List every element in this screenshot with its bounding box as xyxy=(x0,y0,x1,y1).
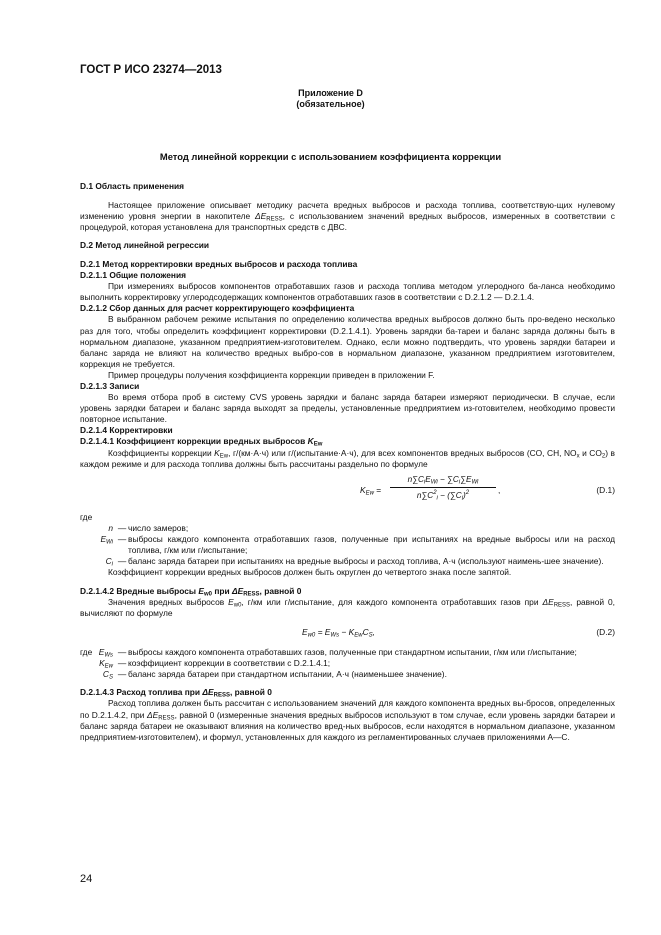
def-text: выбросы каждого компонента отработавших газов, полученные при испытаниях на вредные выбросы или на расход топлива, г/км или г/испытание; xyxy=(128,533,615,556)
def-symbol: $E_{Wi}$ xyxy=(100,533,113,546)
section-heading: D.2.1.4.2 Вредные выбросы $E_{w0}$ при $\Delta E_{RESS}$, равной 0 xyxy=(80,585,302,598)
formula-d2 xyxy=(80,627,615,643)
def-symbol: $C_S$ xyxy=(102,668,113,681)
document-title: Метод линейной коррекции с использованием коэффициента коррекции xyxy=(159,151,502,162)
where-label: где $E_{Ws}$ xyxy=(80,646,113,659)
formula-d1: $K_{Ew}$ = $n\sum C_iE_{Wi} - \sum C_i\sum E_{Wi}$ $n\sum C^2_i - (\sum C_i)^2$ , (D.1) xyxy=(360,474,615,502)
paragraph: В выбранном рабочем режиме испытания по определению количества вредных выбросов должно быть про-ведено несколько раз для того, чтобы определить коэффициент корректировки (D.2.1.4.1). Уровень зарядки ба-тареи и баланс заряда должны быть в нормальном диапазоне, указанном предприятием-изготовителем. Однако, если можно подтвердить, что уровень зарядки батареи и баланс заряда не влияют на количество вредных выбро-сов в нормальном диапазоне, указанном предприятием изготовителем, коррекция не требуется. xyxy=(80,314,615,369)
def-symbol: $C_i$ xyxy=(105,556,113,568)
equation-number: (D.1) xyxy=(596,484,615,495)
annex-title: Приложение D xyxy=(298,88,363,98)
section-heading: D.2.1.3 Записи xyxy=(80,381,140,391)
definitions-list: где n — число замеров; $E_{Wi}$ — выбросы каждого компонента отработавших газов, полученные при испытаниях на вредные выбросы или на расход топлива, г/км или г/испытание; $C_i$ — баланс заряда батареи при испытаниях на вредные выбросы и расход топлива, А·ч (используют наимень-шее значение). xyxy=(80,511,615,568)
def-text: коэффициент коррекции в соответствии с D.2.1.4.1; xyxy=(128,657,331,668)
definitions-list: где $E_{Ws}$ — выбросы каждого компонента отработавших газов, полученные при стандартном испытании, г/км или г/испытание; $K_{Ew}$ — коэффициент коррекции в соответствии с D.2.1.4.1; $C_S$ — баланс заряда батареи при стандартном испытании, А·ч (наименьшее значение). xyxy=(80,647,615,680)
def-text: баланс заряда батареи при стандартном испытании, А·ч (наименьшее значение). xyxy=(128,668,447,679)
paragraph: При измерениях выбросов компонентов отработавших газов и расхода топлива методом углеродного ба-ланса необходимо выполнить корректировку углеродсодержащих компонентов отработавших газов в соответствии с D.2.1.2 — D.2.1.4. xyxy=(80,281,615,303)
where-label: где xyxy=(80,511,93,522)
def-text: число замеров; xyxy=(128,522,189,533)
section-heading: D.2.1.1 Общие положения xyxy=(80,270,186,281)
fraction-numerator: $n\sum C_iE_{Wi} - \sum C_i\sum E_{Wi}$ xyxy=(390,474,496,488)
paragraph: Коэффициент коррекции вредных выбросов должен быть округлен до четвертого знака после запятой. xyxy=(108,567,512,578)
document-header: ГОСТ Р ИСО 23274—2013 xyxy=(80,64,222,76)
annex-status: (обязательное) xyxy=(296,99,365,109)
section-heading: D.2.1.4.1 Коэффициент коррекции вредных выбросов $K_{Ew}$ xyxy=(80,436,323,448)
section-heading: D.2.1.4.3 Расход топлива при $\Delta E_{RESS}$, равной 0 xyxy=(80,687,272,699)
def-symbol: n xyxy=(108,522,113,533)
section-heading: D.2 Метод линейной регрессии xyxy=(80,240,210,251)
paragraph: Во время отбора проб в систему CVS уровень зарядки и баланс заряда батареи измеряют периодически. В случае, если уровень зарядки батареи и баланс заряда выходят за пределы, установленные предприятием из-готовителем, необходимо провести повторное испытание. xyxy=(80,392,615,425)
section-heading: D.2.1 Метод корректировки вредных выбросов и расхода топлива xyxy=(80,258,358,269)
fraction-denominator: $n\sum C^2_i - (\sum C_i)^2$ xyxy=(416,489,470,502)
section-heading: D.1 Область применения xyxy=(80,181,185,191)
formula-fraction xyxy=(390,474,496,501)
formula-lhs: $K_{Ew}$ = xyxy=(360,484,382,497)
def-text: выбросы каждого компонента отработавших газов, полученные при стандартном испытании, г/км или г/испытание; xyxy=(128,646,577,657)
document-body xyxy=(80,181,615,743)
paragraph: Значения вредных выбросов $E_{w0}$, г/км или г/испытание, для каждого компонента отработавших газов при $\Delta E_{RESS}$, равной 0, вычисляют по формуле xyxy=(80,596,615,618)
section-heading: D.2.1.4 Корректировки xyxy=(80,425,173,436)
paragraph: Пример процедуры получения коэффициента коррекции приведен в приложении F. xyxy=(108,369,435,380)
formula-body: $E_{w0} = E_{Ws} - K_{Ew}C_S$, xyxy=(302,626,375,639)
paragraph: Коэффициенты коррекции $K_{Ew}$, г/(км·А·ч) или г/(испытание·А·ч), для всех компонентов вредных выбросов (CO, CH, $NO_x$ и $CO_2$) в каждом режиме и для расхода топлива должны быть рассчитаны раздельно по формуле xyxy=(80,447,615,469)
def-symbol: $K_{Ew}$ xyxy=(99,657,113,670)
def-text: баланс заряда батареи при испытаниях на вредные выбросы и расход топлива, А·ч (используют наимень-шее значение). xyxy=(128,556,604,567)
section-heading: D.2.1.2 Сбор данных для расчет корректирующего коэффициента xyxy=(80,303,355,314)
paragraph: Расход топлива должен быть рассчитан с использованием значений для каждого компонента вредных вы-бросов, определенных по D.2.1.4.2, при $\Delta E_{RESS}$, равной 0 (измеренные значения вредных выбросов используют в том случае, если уровень зарядки батареи и баланс заряда батареи не оказывают влияния на количество вред-ных выбросов, если находятся в нормальном диапазоне, указанном предприятием-изготовителем), и формул, установленных для каждого из регламентированных случаев приложениями А—С. xyxy=(80,698,616,742)
page-number: 24 xyxy=(80,873,93,885)
paragraph: Настоящее приложение описывает методику расчета вредных выбросов и расхода топлива, соответствую-щих нулевому изменению уровня энергии в накопителе $\Delta E_{RESS}$, с использованием значений вредных выбросов, измеренных в соответствии с процедурой, которая установлена для транспортных средств с ДВС. xyxy=(80,199,615,232)
equation-number: (D.2) xyxy=(596,626,615,637)
